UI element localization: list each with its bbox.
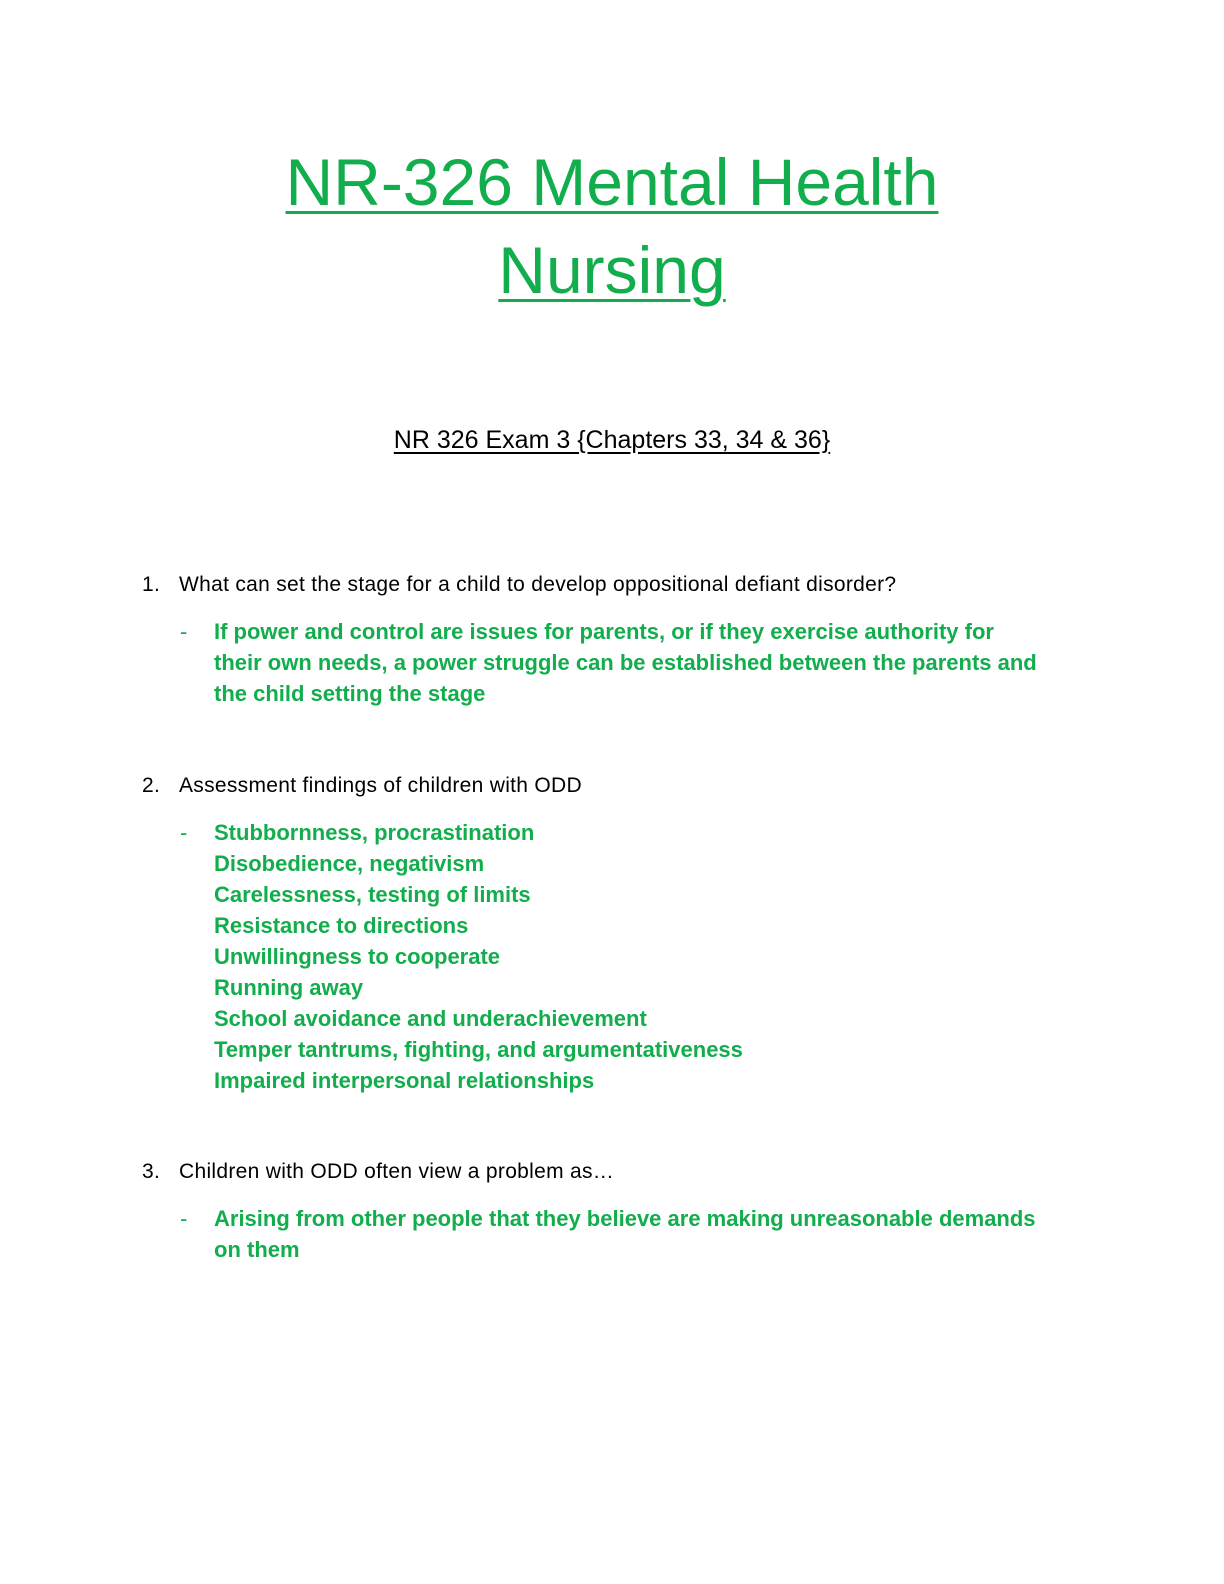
answer-line: Disobedience, negativism [214, 851, 485, 876]
answer-line: their own needs, a power struggle can be established between the parents and [214, 650, 1037, 675]
answer-line: the child setting the stage [214, 681, 486, 706]
question-number: 2. [142, 774, 161, 797]
answer-line: Unwillingness to cooperate [214, 944, 501, 969]
question-text: What can set the stage for a child to develop oppositional defiant disorder? [179, 573, 897, 596]
question-text: Assessment findings of children with ODD [179, 774, 582, 797]
title-line-2: Nursing [498, 233, 726, 307]
question-1 [142, 571, 896, 599]
question-3 [142, 1158, 614, 1186]
answer-1 [180, 616, 1080, 709]
answer-dash: - [180, 619, 188, 644]
answer-line: Running away [214, 975, 364, 1000]
answer-line: Stubbornness, procrastination [214, 820, 535, 845]
answer-dash: - [180, 820, 188, 845]
answer-line: Resistance to directions [214, 913, 469, 938]
answer-dash: - [180, 1206, 188, 1231]
answer-line: Impaired interpersonal relationships [214, 1068, 595, 1093]
answer-3 [180, 1203, 1080, 1265]
question-2 [142, 772, 582, 800]
question-number: 3. [142, 1160, 161, 1183]
answer-line: School avoidance and underachievement [214, 1006, 647, 1031]
title-line-1: NR-326 Mental Health [285, 145, 939, 219]
question-text: Children with ODD often view a problem as… [179, 1160, 615, 1183]
answer-line: If power and control are issues for parents, or if they exercise authority for [214, 619, 994, 644]
document-subtitle: NR 326 Exam 3 {Chapters 33, 34 & 36} [393, 426, 831, 454]
question-number: 1. [142, 573, 161, 596]
answer-line: Temper tantrums, fighting, and argumentativeness [214, 1037, 743, 1062]
document-title [0, 138, 1224, 314]
answer-line: on them [214, 1237, 300, 1262]
answer-line: Carelessness, testing of limits [214, 882, 531, 907]
answer-line: Arising from other people that they believe are making unreasonable demands [214, 1206, 1036, 1231]
answer-2 [180, 817, 1080, 1096]
